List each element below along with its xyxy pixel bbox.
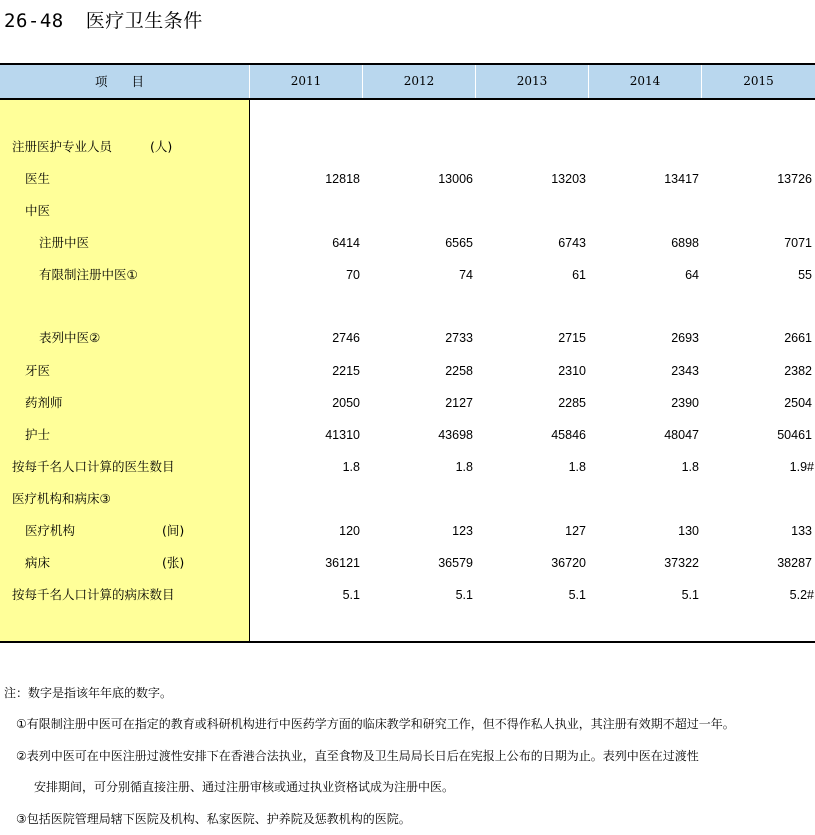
- row-value-2013: 5.1: [568, 588, 586, 602]
- note-3: ③包括医院管理局辖下医院及机构、私家医院、护养院及惩教机构的医院。: [16, 812, 411, 826]
- table-row: [0, 163, 815, 195]
- row-value-2011: 120: [339, 524, 360, 538]
- row-value-2014: 2343: [671, 364, 699, 378]
- row-label: 按每千名人口计算的病床数目: [12, 587, 175, 602]
- row-value-2011: 12818: [325, 172, 360, 186]
- row-value-2014: 6898: [671, 236, 699, 250]
- row-value-2013: 45846: [551, 428, 586, 442]
- header-year-2012: 2012: [362, 65, 475, 98]
- row-value-2012: 36579: [438, 556, 473, 570]
- table-row: [0, 355, 815, 387]
- row-value-2013: 1.8: [568, 460, 586, 474]
- row-value-2015: 2661: [784, 331, 812, 345]
- row-value-2012: 74: [459, 268, 473, 282]
- row-label: 注册中医: [39, 235, 90, 250]
- row-label: 医生: [25, 171, 51, 186]
- note-1: ①有限制注册中医可在指定的教育或科研机构进行中医药学方面的临床教学和研究工作，但不得作私人执业，其注册有效期不超过一年。: [16, 717, 735, 731]
- row-label: 医疗机构: [25, 523, 76, 538]
- row-value-2015: 133: [791, 524, 812, 538]
- row-value-2013: 2715: [558, 331, 586, 345]
- row-value-2012: 2127: [445, 396, 473, 410]
- header-year-2011: 2011: [249, 65, 362, 98]
- table-row: [0, 227, 815, 259]
- row-unit: (人): [150, 139, 173, 154]
- row-value-2014: 13417: [664, 172, 699, 186]
- row-value-2011: 2215: [332, 364, 360, 378]
- row-value-2011: 1.8: [342, 460, 360, 474]
- row-value-2011: 41310: [325, 428, 360, 442]
- row-value-2011: 5.1: [342, 588, 360, 602]
- row-value-2011: 36121: [325, 556, 360, 570]
- row-value-2011: 2050: [332, 396, 360, 410]
- row-value-2013: 61: [572, 268, 586, 282]
- header-year-2014: 2014: [588, 65, 701, 98]
- row-value-2012: 2258: [445, 364, 473, 378]
- row-value-2013: 13203: [551, 172, 586, 186]
- header-item: 项 目: [95, 74, 154, 89]
- table-row: [0, 547, 815, 579]
- row-value-2015: 13726: [777, 172, 812, 186]
- row-value-2012: 2733: [445, 331, 473, 345]
- row-label: 表列中医②: [39, 330, 101, 345]
- row-label: 按每千名人口计算的医生数目: [12, 459, 175, 474]
- row-value-2014: 48047: [664, 428, 699, 442]
- row-label: 牙医: [25, 363, 51, 378]
- row-value-2012: 13006: [438, 172, 473, 186]
- table-row: [0, 322, 815, 354]
- table-number: 26-48: [4, 10, 64, 32]
- row-value-2015: 2504: [784, 396, 812, 410]
- row-label: 护士: [25, 427, 51, 442]
- table-row: [0, 579, 815, 611]
- row-value-2011: 6414: [332, 236, 360, 250]
- row-label: 药剂师: [25, 395, 63, 410]
- row-value-2012: 1.8: [455, 460, 473, 474]
- row-value-2013: 2310: [558, 364, 586, 378]
- row-value-2015: 50461: [777, 428, 812, 442]
- row-label: 中医: [25, 203, 51, 218]
- row-value-2014: 2390: [671, 396, 699, 410]
- row-value-2014: 2693: [671, 331, 699, 345]
- row-value-2015: 1.9#: [789, 460, 814, 474]
- row-value-2015: 55: [798, 268, 812, 282]
- row-label: 病床: [25, 555, 51, 570]
- note-2: ②表列中医可在中医注册过渡性安排下在香港合法执业，直至食物及卫生局局长日后在宪报上公布的日期为止。表列中医在过渡性: [16, 749, 699, 763]
- row-value-2013: 36720: [551, 556, 586, 570]
- table-row: [0, 515, 815, 547]
- note-2-continued: 安排期间，可分别循直接注册、通过注册审核或通过执业资格试成为注册中医。: [34, 780, 455, 794]
- row-value-2013: 2285: [558, 396, 586, 410]
- row-value-2011: 70: [346, 268, 360, 282]
- row-value-2012: 123: [452, 524, 473, 538]
- table-row: [0, 419, 815, 451]
- header-year-2013: 2013: [475, 65, 588, 98]
- row-label: 注册医护专业人员: [12, 139, 113, 154]
- table-row: [0, 387, 815, 419]
- row-unit: (间): [162, 523, 185, 538]
- page-title: [4, 6, 203, 33]
- row-value-2015: 5.2#: [789, 588, 814, 602]
- row-value-2014: 37322: [664, 556, 699, 570]
- row-unit: (张): [162, 555, 185, 570]
- row-value-2015: 2382: [784, 364, 812, 378]
- row-value-2013: 6743: [558, 236, 586, 250]
- row-value-2012: 43698: [438, 428, 473, 442]
- row-value-2011: 2746: [332, 331, 360, 345]
- row-label: 有限制注册中医①: [39, 267, 138, 282]
- note-general: 注：数字是指该年年底的数字。: [4, 686, 173, 700]
- row-value-2014: 130: [678, 524, 699, 538]
- row-value-2015: 38287: [777, 556, 812, 570]
- table-row: [0, 259, 815, 291]
- table-title: 医疗卫生条件: [85, 10, 203, 32]
- table-bottom-rule: [0, 641, 815, 643]
- row-value-2013: 127: [565, 524, 586, 538]
- table-row: [0, 483, 815, 515]
- table-row: [0, 451, 815, 483]
- header-year-2015: 2015: [701, 65, 815, 98]
- row-value-2014: 1.8: [681, 460, 699, 474]
- row-value-2014: 64: [685, 268, 699, 282]
- table-row: [0, 195, 815, 227]
- row-value-2012: 5.1: [455, 588, 473, 602]
- row-value-2012: 6565: [445, 236, 473, 250]
- row-label: 医疗机构和病床③: [12, 491, 111, 506]
- table-row: [0, 131, 815, 163]
- row-value-2015: 7071: [784, 236, 812, 250]
- row-value-2014: 5.1: [681, 588, 699, 602]
